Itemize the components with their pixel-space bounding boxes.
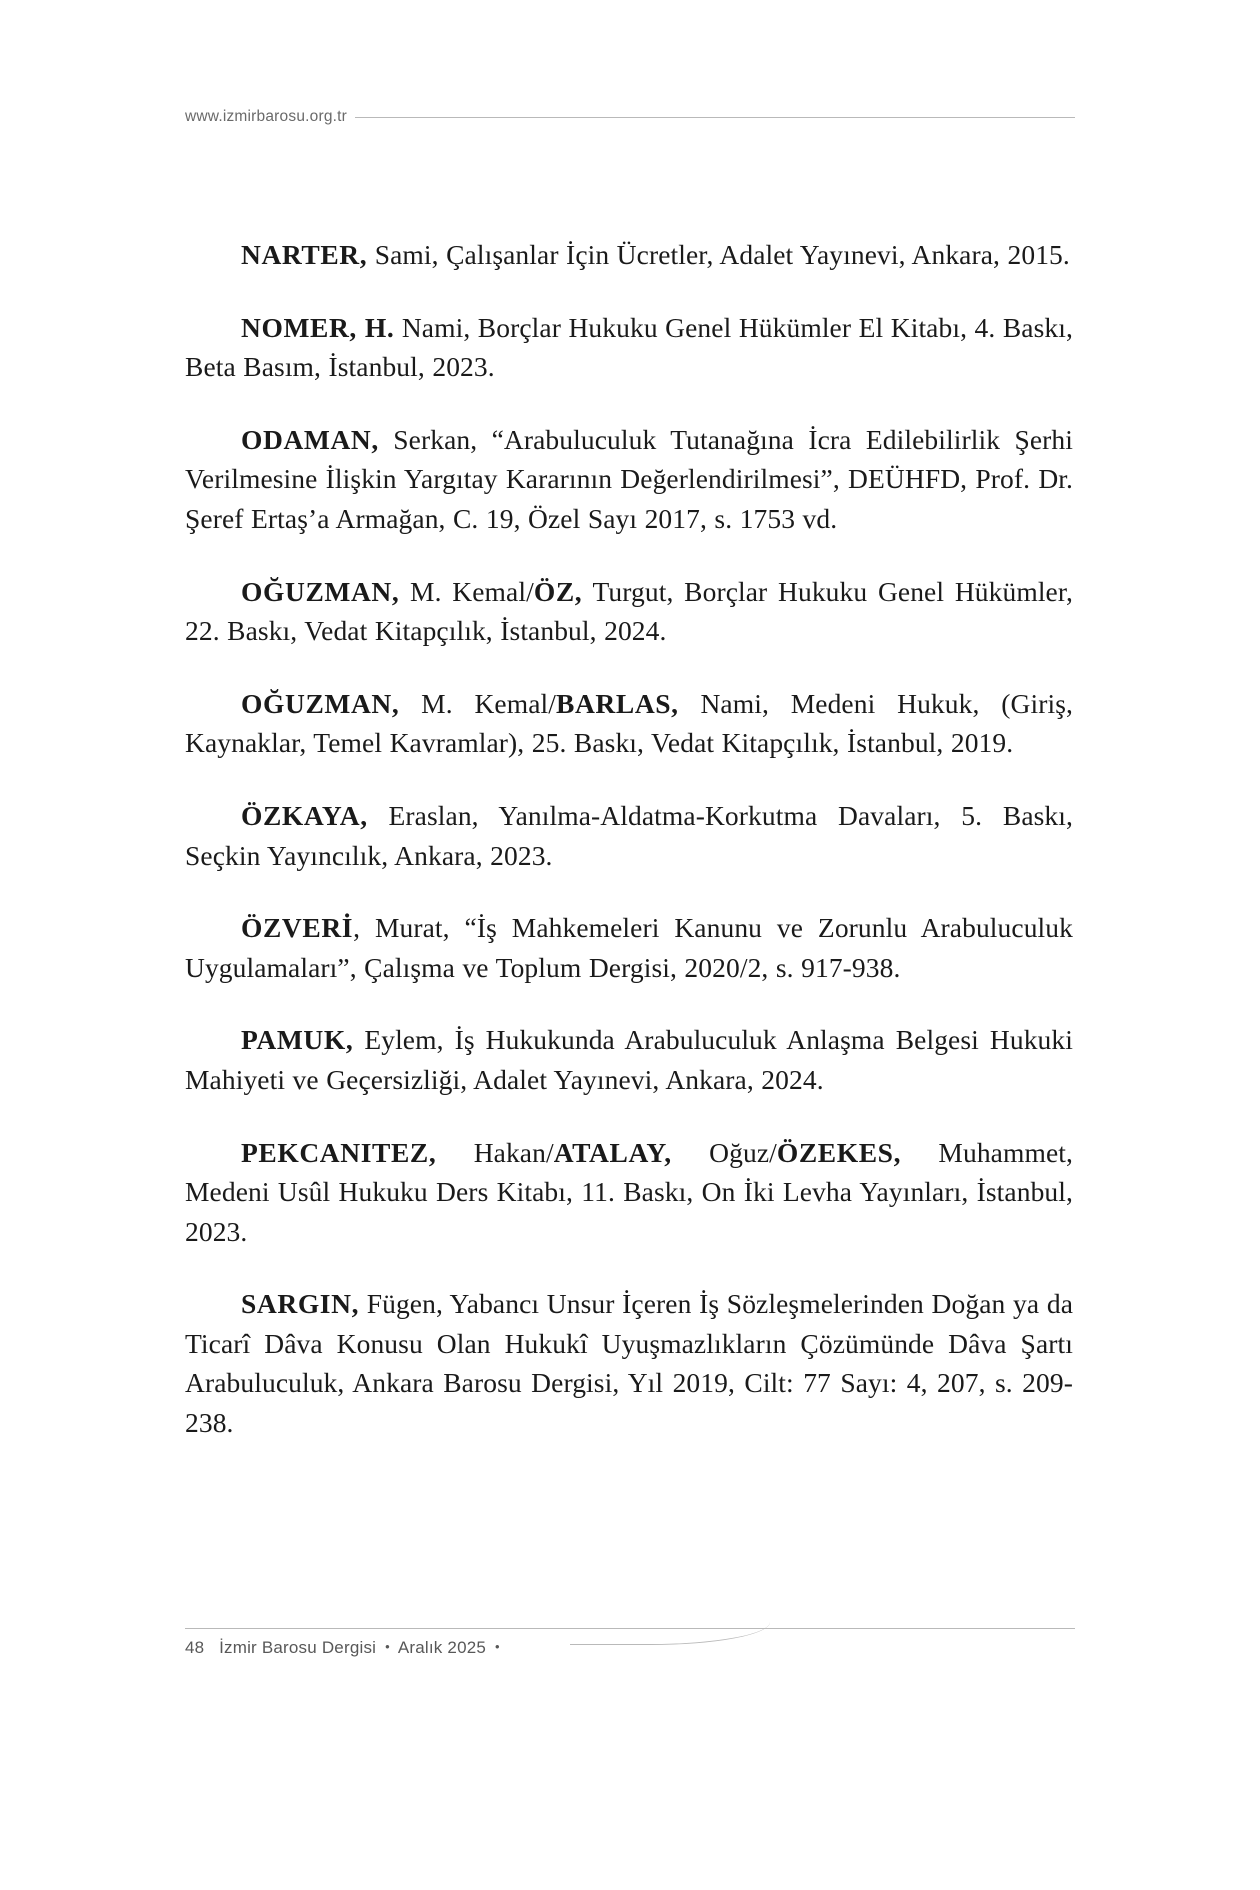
footer-swoosh-ornament — [570, 1622, 770, 1645]
footer-journal-title: İzmir Barosu Dergisi — [219, 1638, 377, 1657]
entry-surname: OĞUZMAN, — [241, 687, 400, 719]
entry-text: Turgut, Borçlar Hukuku Genel Hükümler, 22. Baskı, Vedat Kitapçılık, İstanbul, 2024. — [185, 575, 1073, 647]
entry-text: Muhammet, Medeni Usûl Hukuku Ders Kitabı, 11. Baskı, On İki Levha Yayınları, İstanbul, 2023. — [185, 1136, 1073, 1247]
bibliography-entry — [185, 908, 1073, 987]
entry-text: Nami, Borçlar Hukuku Genel Hükümler El Kitabı, 4. Baskı, Beta Basım, İstanbul, 2023. — [185, 311, 1073, 383]
header-website-url: www.izmirbarosu.org.tr — [185, 108, 348, 125]
bibliography-entry — [185, 1133, 1073, 1252]
footer-page-number: 48 — [185, 1638, 205, 1657]
entry-text: Eraslan, Yanılma-Aldatma-Korkutma Davaları, 5. Baskı, Seçkin Yayıncılık, Ankara, 2023. — [185, 799, 1073, 871]
bibliography-entry — [185, 308, 1073, 387]
bibliography-entry — [185, 235, 1073, 275]
entry-surname: OĞUZMAN, — [241, 575, 400, 607]
entry-third-surname: ÖZEKES, — [776, 1136, 902, 1168]
entry-surname: SARGIN, — [241, 1288, 360, 1320]
entry-surname: ÖZKAYA, — [241, 799, 368, 831]
bibliography-entry — [185, 796, 1073, 875]
bibliography-entry — [185, 572, 1073, 651]
entry-surname: PAMUK, — [241, 1024, 354, 1056]
entry-second-surname: ATALAY, — [553, 1136, 672, 1168]
entry-surname: NARTER, — [241, 239, 368, 270]
entry-surname: NOMER, H. — [241, 311, 395, 343]
entry-surname: ÖZVERİ — [241, 912, 354, 944]
header-divider — [355, 117, 1075, 118]
entry-text: Hakan/ — [436, 1136, 554, 1168]
entry-text: Oğuz/ — [671, 1136, 777, 1168]
page-footer — [185, 1628, 1075, 1688]
page-header — [185, 108, 1075, 126]
bibliography-entry — [185, 420, 1073, 539]
entry-text: Sami, Çalışanlar İçin Ücretler, Adalet Yayınevi, Ankara, 2015. — [367, 239, 1070, 270]
footer-separator-1: • — [385, 1639, 390, 1654]
footer-issue-date: Aralık 2025 — [397, 1638, 487, 1657]
entry-second-surname: ÖZ, — [533, 575, 583, 607]
entry-text: , Murat, “İş Mahkemeleri Kanunu ve Zorunlu Arabuluculuk Uygulamaları”, Çalışma ve Toplum Dergisi, 2020/2, s. 917-938. — [185, 912, 1073, 983]
footer-separator-2: • — [494, 1639, 500, 1654]
entry-text: Serkan, “Arabuluculuk Tutanağına İcra Edilebilirlik Şerhi Verilmesine İlişkin Yargıtay Kararının Değerlendirilmesi”, DEÜHFD, Prof. Dr. Şeref Ertaş’a Armağan, C. 19, Özel Sayı 2017, s. 1753 vd. — [185, 423, 1073, 534]
footer-text — [185, 1638, 504, 1658]
entry-surname: PEKCANITEZ, — [241, 1136, 437, 1168]
entry-text: M. Kemal/ — [399, 687, 557, 719]
entry-text: M. Kemal/ — [399, 575, 534, 607]
bibliography-entry — [185, 1284, 1073, 1442]
entry-second-surname: BARLAS, — [556, 687, 679, 719]
bibliography-entry — [185, 684, 1073, 763]
entry-text: Nami, Medeni Hukuk, (Giriş, Kaynaklar, Temel Kavramlar), 25. Baskı, Vedat Kitapçılık, İstanbul, 2019. — [185, 687, 1073, 759]
bibliography-entry — [185, 1020, 1073, 1099]
bibliography-list — [185, 235, 1073, 1443]
entry-text: Eylem, İş Hukukunda Arabuluculuk Anlaşma Belgesi Hukuki Mahiyeti ve Geçersizliği, Adalet Yayınevi, Ankara, 2024. — [185, 1024, 1073, 1095]
entry-surname: ODAMAN, — [241, 423, 379, 455]
entry-text: Fügen, Yabancı Unsur İçeren İş Sözleşmelerinden Doğan ya da Ticarî Dâva Konusu Olan Hukukî Uyuşmazlıkların Çözümünde Dâva Şartı Arabuluculuk, Ankara Barosu Dergisi, Yıl 2019, Cilt: 77 Sayı: 4, 207, s. 209-238. — [185, 1288, 1073, 1439]
